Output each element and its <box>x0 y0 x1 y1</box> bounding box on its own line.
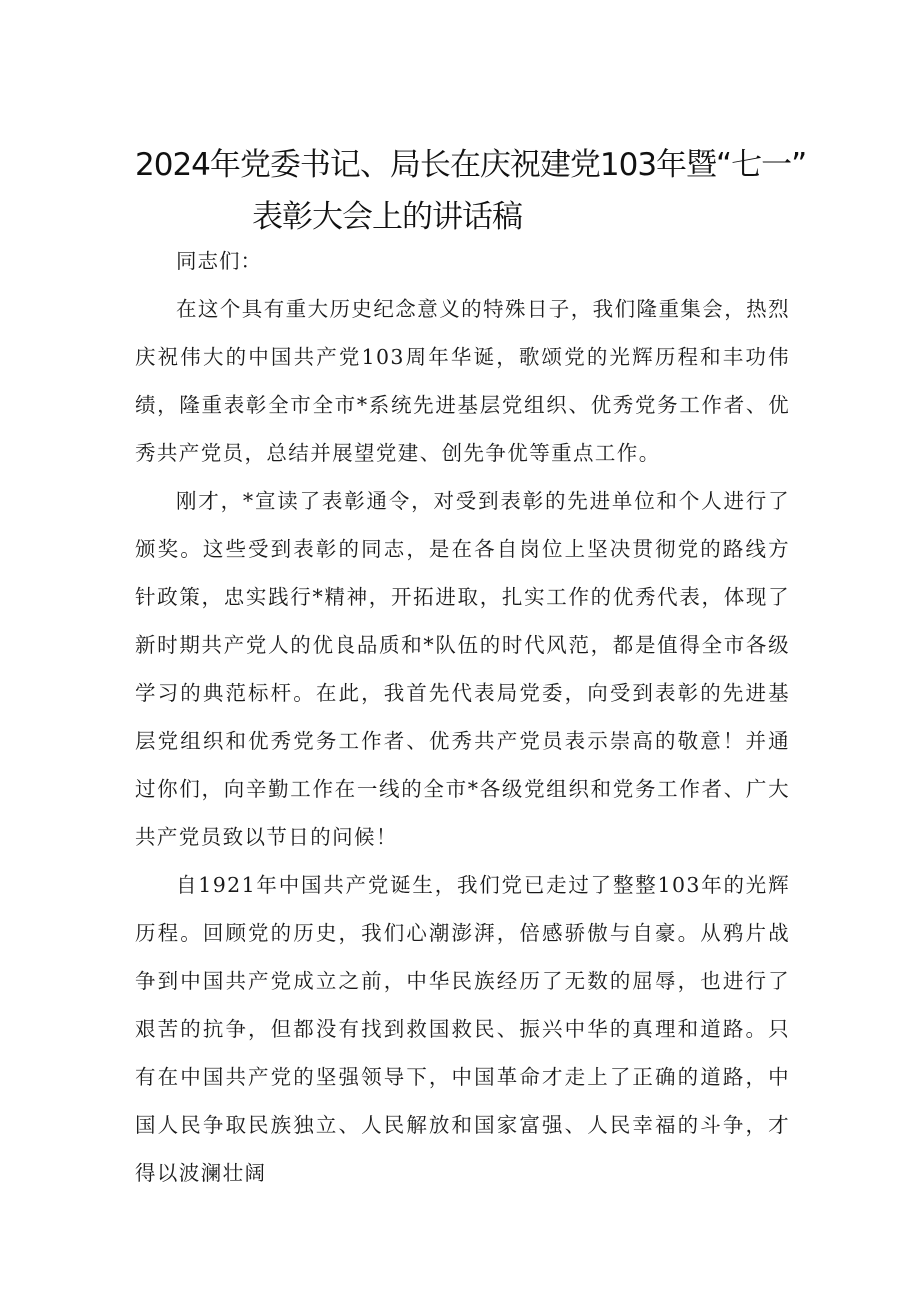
document-body <box>135 237 790 1197</box>
document-title-line-1: 2024年党委书记、局长在庆祝建党103年暨“七一” <box>135 147 807 183</box>
paragraph-3: 自1921年中国共产党诞生，我们党已走过了整整103年的光辉历程。回顾党的历史，我们心潮澎湃，倍感骄傲与自豪。从鸦片战争到中国共产党成立之前，中华民族经历了无数的屈辱，也进行了艰苦的抗争，但都没有找到救国救民、振兴中华的真理和道路。只有在中国共产党的坚强领导下，中国革命才走上了正确的道路，中国人民争取民族独立、人民解放和国家富强、人民幸福的斗争，才得以波澜壮阔 <box>135 873 790 1185</box>
paragraph-1: 在这个具有重大历史纪念意义的特殊日子，我们隆重集会，热烈庆祝伟大的中国共产党103周年华诞，歌颂党的光辉历程和丰功伟绩，隆重表彰全市全市*系统先进基层党组织、优秀党务工作者、优秀共产党员，总结并展望党建、创先争优等重点工作。 <box>135 297 790 465</box>
salutation: 同志们： <box>176 249 262 273</box>
paragraph-2: 刚才，*宣读了表彰通令，对受到表彰的先进单位和个人进行了颁奖。这些受到表彰的同志，是在各自岗位上坚决贯彻党的路线方针政策，忠实践行*精神，开拓进取，扎实工作的优秀代表，体现了新时期共产党人的优良品质和*队伍的时代风范，都是值得全市各级学习的典范标杆。在此，我首先代表局党委，向受到表彰的先进基层党组织和优秀党务工作者、优秀共产党员表示崇高的敬意！并通过你们，向辛勤工作在一线的全市*各级党组织和党务工作者、广大共产党员致以节日的问候！ <box>135 489 790 849</box>
document-title-line-2: 表彰大会上的讲话稿 <box>252 199 522 235</box>
